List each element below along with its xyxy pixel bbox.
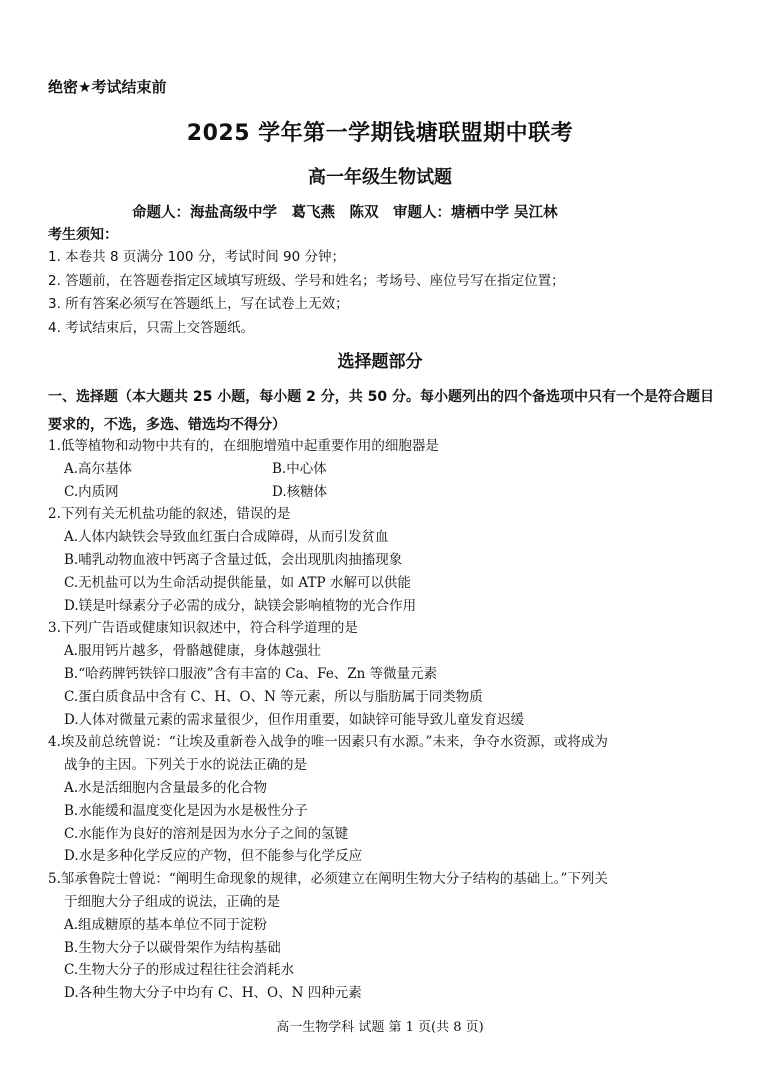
option: A.服用钙片越多，骨骼越健康，身体越强壮	[64, 643, 322, 660]
notes-heading: 考生须知：	[48, 227, 118, 243]
authors-line: 命题人：海盐高级中学 葛飞燕 陈双 审题人：塘栖中学 吴江林	[132, 205, 558, 221]
option: A.水是活细胞内含量最多的化合物	[64, 779, 268, 796]
option: B.生物大分子以碳骨架作为结构基础	[64, 939, 281, 956]
option-row	[48, 458, 720, 481]
note-item: 3. 所有答案必须写在答题纸上，写在试卷上无效；	[48, 296, 349, 312]
notes-list	[48, 246, 565, 340]
option: C.无机盐可以为生命活动提供能量，如 ATP 水解可以供能	[64, 574, 411, 591]
option: D.镁是叶绿素分子必需的成分，缺镁会影响植物的光合作用	[64, 597, 417, 614]
option: D.水是多种化学反应的产物，但不能参与化学反应	[64, 848, 363, 865]
note-item: 4. 考试结束后，只需上交答题纸。	[48, 319, 255, 336]
option: C.生物大分子的形成过程往往会消耗水	[64, 962, 295, 979]
question-stem: 5.邹承鲁院士曾说：“阐明生命现象的规律，必须建立在阐明生物大分子结构的基础上。”下列关	[48, 871, 608, 888]
question-stem: 2.下列有关无机盐功能的叙述，错误的是	[48, 506, 291, 523]
option: D.核糖体	[272, 483, 328, 500]
option-row	[48, 481, 720, 504]
option: B.水能缓和温度变化是因为水是极性分子	[64, 802, 308, 819]
option: A.高尔基体	[64, 460, 133, 477]
option: B.哺乳动物血液中钙离子含量过低，会出现肌肉抽搐现象	[64, 551, 403, 568]
option: A.人体内缺铁会导致血红蛋白合成障碍，从而引发贫血	[64, 529, 389, 546]
question-list	[48, 435, 720, 1005]
option: B.中心体	[272, 460, 327, 477]
question-stem: 1.低等植物和动物中共有的，在细胞增殖中起重要作用的细胞器是	[48, 438, 439, 454]
option: C.内质网	[64, 483, 119, 500]
question-stem-continued: 战争的主因。下列关于水的说法正确的是	[64, 757, 307, 774]
option: A.组成糖原的基本单位不同于淀粉	[64, 916, 268, 933]
exam-subtitle: 高一年级生物试题	[308, 167, 452, 188]
note-item: 2. 答题前，在答题卷指定区域填写班级、学号和姓名；考场号、座位号写在指定位置；	[48, 272, 565, 289]
question-stem: 4.埃及前总统曾说：“让埃及重新卷入战争的唯一因素只有水源。”未来，争夺水资源，或将成为	[48, 734, 608, 751]
page-footer: 高一生物学科 试题 第 1 页(共 8 页)	[276, 1020, 484, 1035]
question-stem: 3.下列广告语或健康知识叙述中，符合科学道理的是	[48, 620, 358, 637]
exam-title: 2025 学年第一学期钱塘联盟期中联考	[186, 121, 574, 146]
option: C.蛋白质食品中含有 C、H、O、N 等元素，所以与脂肪属于同类物质	[64, 688, 483, 705]
option: D.各种生物大分子中均有 C、H、O、N 四种元素	[64, 985, 362, 1002]
question-stem-continued: 于细胞大分子组成的说法，正确的是	[64, 893, 280, 910]
option: D.人体对微量元素的需求量很少，但作用重要，如缺锌可能导致儿童发育迟缓	[64, 711, 525, 728]
section-title: 选择题部分	[337, 352, 423, 372]
option: C.水能作为良好的溶剂是因为水分子之间的氢键	[64, 825, 349, 842]
confidential-label: 绝密★考试结束前	[48, 78, 167, 96]
note-item: 1. 本卷共 8 页满分 100 分，考试时间 90 分钟；	[48, 249, 345, 265]
section-instruction: 一、选择题（本大题共 25 小题，每小题 2 分，共 50 分。每小题列出的四个备选项中只有一个是符合题目要求的，不选，多选、错选均不得分）	[48, 389, 714, 433]
option: B.“哈药牌钙铁锌口服液”含有丰富的 Ca、Fe、Zn 等微量元素	[64, 665, 438, 682]
